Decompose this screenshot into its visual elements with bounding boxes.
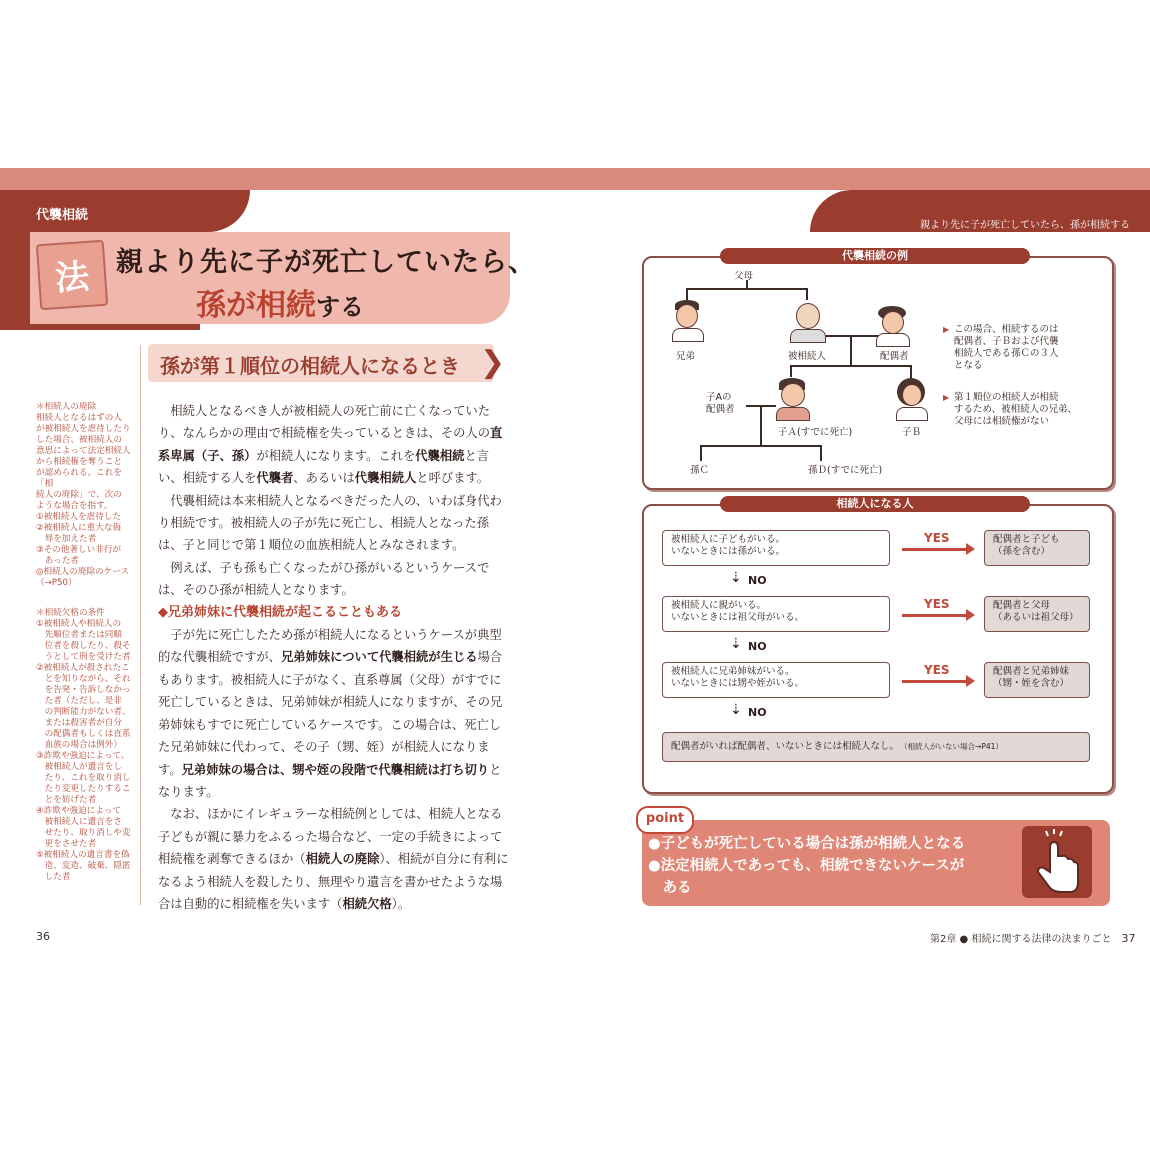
point-tag: point: [636, 806, 694, 834]
label-spouse-of-child-a: 子Aの 配偶者: [706, 392, 735, 415]
margin-note-line: 被相続人に遺言をさ: [36, 817, 122, 827]
no-label-1: NO: [748, 574, 767, 587]
margin-note-line: た者（ただし、是非: [36, 696, 122, 706]
yes-arrow-1: [902, 548, 968, 551]
margin-note-line: した場合、被相続人の: [36, 435, 122, 445]
arrow-down-icon: ⇣: [730, 570, 742, 586]
margin-note-line: ②被相続人に重大な侮: [36, 523, 122, 533]
label-child-a: 子Ａ(すでに死亡): [778, 427, 853, 438]
flow-question-1: 被相続人に子どもがいる。 いないときには孫がいる。: [662, 530, 890, 566]
spouse-figure-icon: [876, 306, 908, 346]
label-child-b: 子Ｂ: [902, 427, 922, 438]
margin-note-line: 辱を加えた者: [36, 534, 97, 544]
paragraph-4: 子が先に死亡したため孫が相続人になるというケースが典型的な代襲相続ですが、兄弟姉妹について代襲相続が生じる場合もあります。被相続人に子がなく、直系尊属（父母）がすでに死亡しているときは、兄弟姉妹が相続人になりますが、その兄弟姉妹もすでに死亡しているケースです。この場合は、死亡した兄弟姉妹に代わって、その子（甥、姪）が相続人になります。兄弟姉妹の場合は、甥や姪の段階で代襲相続は打ち切りとなります。: [158, 628, 503, 799]
yes-arrow-3: [902, 680, 968, 683]
paragraph-3: 例えば、子も孫も亡くなったがひ孫がいるというケースでは、そのひ孫が相続人となります。: [158, 560, 490, 598]
no-label-2: NO: [748, 640, 767, 653]
triangle-bullet-icon: ▶: [943, 393, 950, 402]
yes-label-3: YES: [924, 663, 950, 677]
point-line-1: ●子どもが死亡している場合は孫が相続人となる: [648, 836, 966, 852]
flow-answer-3: 配偶者と兄弟姉妹 （甥・姪を含む）: [984, 662, 1090, 698]
margin-note-line: ⑤被相続人の遺言書を偽: [36, 850, 130, 860]
label-parents: 父母: [734, 271, 754, 282]
margin-note-line: 更をさせた者: [36, 839, 97, 849]
sibling-figure-icon: [672, 300, 702, 342]
flow-final-answer: 配偶者がいれば配偶者、いないときには相続人なし。 （相続人がいない場合→P41）: [662, 732, 1090, 762]
margin-note-line: うとして刑を受けた者: [36, 652, 131, 662]
margin-note-line: 相続人となるはずの人: [36, 413, 122, 423]
arrow-right-icon: [966, 543, 975, 555]
margin-note-line: ②被相続人が殺されたこ: [36, 663, 130, 673]
subheading: ◆兄弟姉妹に代襲相続が起こることもある: [158, 604, 402, 620]
margin-note-line: した者: [36, 872, 71, 882]
section-heading: 孫が第１順位の相続人になるとき: [148, 344, 494, 382]
margin-note-line: ①被相続人や相続人の: [36, 619, 122, 629]
label-grandchild-d: 孫Ｄ(すでに死亡): [808, 465, 883, 476]
margin-note-line: が被相続人を虐待したり: [36, 424, 131, 434]
arrow-down-icon: ⇣: [730, 702, 742, 718]
label-sibling: 兄弟: [676, 351, 696, 362]
paragraph-1: 相続人となるべき人が被相続人の死亡前に亡くなっていたり、なんらかの理由で相続権を失っているときは、その人の直系卑属（子、孫）が相続人になります。これを代襲相続と言い、相続する人を代襲者、あるいは代襲相続人と呼びます。: [158, 404, 503, 486]
page-title-line2: 孫が相続する: [196, 288, 364, 323]
flow-answer-1: 配偶者と子ども （孫を含む）: [984, 530, 1090, 566]
margin-note-line: 続人の廃除」で、次の: [36, 490, 122, 500]
tree-bullet-1: ▶ この場合、相続するのは 配偶者、子Ｂおよび代襲 相続人である孫Ｃの３人 となる: [943, 324, 1059, 371]
margin-note-line: を告発・告訴しなかっ: [36, 685, 131, 695]
arrow-down-icon: ⇣: [730, 636, 742, 652]
arrow-right-icon: [966, 609, 975, 621]
margin-note-line: の判断能力がない者、: [36, 707, 131, 717]
margin-note-line: ＊相続欠格の条件: [36, 608, 105, 618]
paragraph-2: 代襲相続は本来相続人となるべきだった人の、いわば身代わり相続です。被相続人の子が先に死亡し、相続人となった孫は、子と同じで第１順位の血族相続人とみなされます。: [158, 493, 502, 553]
yes-arrow-2: [902, 614, 968, 617]
law-book-icon: 法: [36, 240, 108, 311]
label-grandchild-c: 孫Ｃ: [690, 465, 710, 476]
pointing-hand-icon: [1022, 826, 1092, 898]
arrow-right-icon: [966, 675, 975, 687]
body-text: [158, 400, 510, 915]
yes-label-2: YES: [924, 597, 950, 611]
margin-note-line: とを妨げた者: [36, 795, 97, 805]
page-number-left: 36: [36, 930, 50, 943]
heir-flow-title: 相続人になる人: [720, 496, 1030, 512]
margin-note-line: せたり、取り消しや変: [36, 828, 131, 838]
margin-note-line: ＊相続人の廃除: [36, 402, 97, 412]
family-tree-title: 代襲相続の例: [720, 248, 1030, 264]
child-a-figure-icon: [776, 378, 808, 420]
triangle-bullet-icon: ▶: [943, 325, 950, 334]
margin-note-line: が認められる。これを「相: [36, 468, 122, 489]
family-tree-panel: [642, 256, 1114, 490]
tree-bullet-2: ▶ 第１順位の相続人が相続 するため、被相続人の兄弟、 父母には相続権がない: [943, 392, 1078, 427]
margin-note-line: ③詐欺や強迫によって、: [36, 751, 130, 761]
margin-note-kekkaku: [36, 608, 136, 883]
flow-question-2: 被相続人に親がいる。 いないときには祖父母がいる。: [662, 596, 890, 632]
running-head: 親より先に子が死亡していたら、孫が相続する: [920, 220, 1130, 231]
yes-label-1: YES: [924, 531, 950, 545]
paragraph-5: なお、ほかにイレギュラーな相続例としては、相続人となる子どもが親に暴力をふるった場合など、一定の手続きによって相続権を剥奪できるほか（相続人の廃除）、相続が自分に有利になるよう相続人を殺したり、無理やり遺言を書かせたような場合は自動的に相続権を失います（相続欠格）。: [158, 807, 509, 911]
margin-note-haijo: [36, 402, 136, 589]
margin-note-line: 先順位者または同順: [36, 630, 122, 640]
label-deceased: 被相続人: [788, 351, 827, 362]
deceased-figure-icon: [790, 300, 824, 342]
margin-note-line: （→P50）: [36, 578, 77, 588]
page-title-line1: 親より先に子が死亡していたら、: [116, 247, 536, 278]
point-line-2: ●法定相続人であっても、相続できないケースが: [648, 858, 965, 874]
margin-note-line: 血族の場合は例外）: [36, 740, 122, 750]
margin-note-line: から相続権を奪うこと: [36, 457, 122, 467]
margin-note-line: ④詐欺や強迫によって: [36, 806, 122, 816]
margin-note-line: または殺害者が自分: [36, 718, 122, 728]
label-spouse: 配偶者: [880, 351, 909, 362]
point-line-3: ある: [648, 880, 692, 896]
page-number-right: 第2章 ● 相続に関する法律の決まりごと 37: [930, 932, 1136, 945]
margin-note-line: の配偶者もしくは直系: [36, 729, 131, 739]
child-b-figure-icon: [896, 378, 926, 420]
chevron-right-icon: ❯: [480, 345, 506, 380]
flow-question-3: 被相続人に兄弟姉妹がいる。 いないときには甥や姪がいる。: [662, 662, 890, 698]
margin-note-line: ◎相続人の廃除のケース: [36, 567, 130, 577]
margin-note-line: 被相続人が遺言をし: [36, 762, 122, 772]
margin-note-line: ような場合を指す。: [36, 501, 113, 511]
margin-note-line: ③その他著しい非行が: [36, 545, 122, 555]
margin-note-line: ①被相続人を虐待した: [36, 512, 122, 522]
margin-note-line: たり、これを取り消し: [36, 773, 131, 783]
margin-note-line: たり変更したりするこ: [36, 784, 131, 794]
margin-note-line: あった者: [36, 556, 79, 566]
header-band: [0, 168, 1150, 190]
no-label-3: NO: [748, 706, 767, 719]
margin-note-line: とを知りながら、それ: [36, 674, 131, 684]
margin-note-line: 造、変造、破棄、隠匿: [36, 861, 131, 871]
margin-divider: [140, 345, 141, 905]
chapter-label: 代襲相続: [36, 208, 89, 223]
flow-answer-2: 配偶者と父母 （あるいは祖父母）: [984, 596, 1090, 632]
left-header-curve: [150, 190, 250, 232]
margin-note-line: 意思によって法定相続人: [36, 446, 131, 456]
margin-note-line: 位者を殺したり、殺そ: [36, 641, 131, 651]
